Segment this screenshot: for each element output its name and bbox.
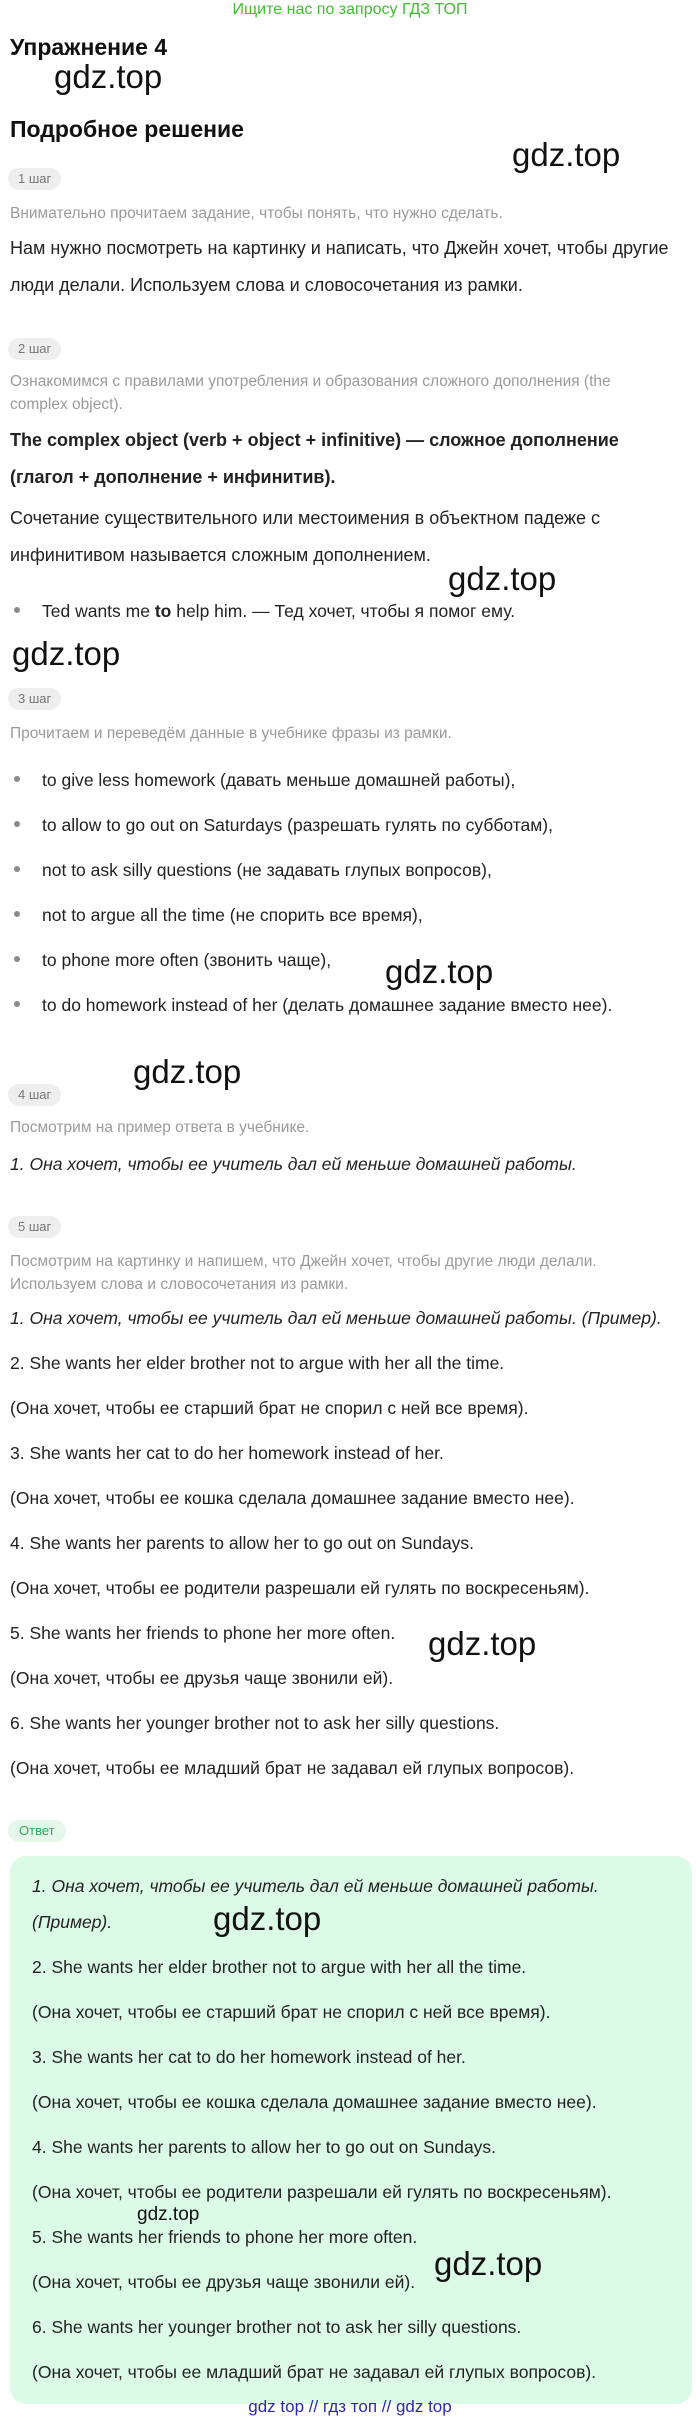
solution-line: 6. She wants her younger brother not to ask her silly questions. xyxy=(10,1713,500,1733)
watermark: gdz.top xyxy=(512,136,621,173)
bullet-icon xyxy=(14,607,20,613)
solution-line: 5. She wants her friends to phone her more often. xyxy=(10,1623,396,1643)
watermark: gdz.top xyxy=(12,635,121,672)
answer-line: 5. She wants her friends to phone her more often. xyxy=(32,2227,418,2247)
answer-line: (Пример). xyxy=(32,1912,113,1932)
list-item-text: not to ask silly questions (не задавать глупых вопросов), xyxy=(42,860,492,880)
watermark: gdz.top xyxy=(133,1053,242,1090)
step-5-badge: 5 шаг xyxy=(8,1216,61,1238)
answer-line: 2. She wants her elder brother not to argue with her all the time. xyxy=(32,1957,527,1977)
step-1-note: Внимательно прочитаем задание, чтобы понять, что нужно сделать. xyxy=(10,205,503,222)
answer-line: 3. She wants her cat to do her homework instead of her. xyxy=(32,2047,466,2067)
answer-line: (Она хочет, чтобы ее родители разрешали ей гулять по воскресеньям). xyxy=(32,2182,612,2202)
solution-line: 2. She wants her elder brother not to argue with her all the time. xyxy=(10,1353,505,1373)
step-3-badge: 3 шаг xyxy=(8,688,61,710)
solution-line: (Она хочет, чтобы ее родители разрешали ей гулять по воскресеньям). xyxy=(10,1578,590,1598)
step-2-note: Ознакомимся с правилами употребления и образования сложного дополнения (the complex object). xyxy=(10,373,611,413)
footer-links[interactable]: gdz top // гдз топ // gdz top xyxy=(248,2397,452,2416)
top-banner-text[interactable]: Ищите нас по запросу ГДЗ ТОП xyxy=(232,1,468,18)
answer-line: 6. She wants her younger brother not to ask her silly questions. xyxy=(32,2317,522,2337)
list-item xyxy=(14,903,423,927)
answer-line: 4. She wants her parents to allow her to go out on Sundays. xyxy=(32,2137,497,2157)
bullet-icon xyxy=(14,911,20,917)
list-item xyxy=(14,813,553,837)
list-item-text: to phone more often (звонить чаще), xyxy=(42,950,332,970)
bullet-icon xyxy=(14,776,20,782)
solution-line: 3. She wants her cat to do her homework instead of her. xyxy=(10,1443,444,1463)
bullet-icon xyxy=(14,1001,20,1007)
answer-line: (Она хочет, чтобы ее старший брат не спорил с ней все время). xyxy=(32,2002,551,2022)
section-title: Подробное решение xyxy=(10,116,244,142)
answer-line: (Она хочет, чтобы ее младший брат не задавал ей глупых вопросов). xyxy=(32,2362,597,2382)
watermark: gdz.top xyxy=(448,560,557,597)
step-1-text: Нам нужно посмотреть на картинку и написать, что Джейн хочет, чтобы другие люди делали. Используем слова и словосочетания из рамки. xyxy=(10,238,669,295)
step-4-example: 1. Она хочет, чтобы ее учитель дал ей меньше домашней работы. xyxy=(10,1154,577,1174)
solution-line: 1. Она хочет, чтобы ее учитель дал ей меньше домашней работы. (Пример). xyxy=(10,1308,662,1328)
step-4-badge: 4 шаг xyxy=(8,1084,61,1106)
answer-badge: Ответ xyxy=(8,1820,66,1842)
example-pre: Ted wants me xyxy=(42,601,155,621)
list-item xyxy=(14,858,492,882)
bullet-icon xyxy=(14,821,20,827)
watermark: gdz.top xyxy=(213,1900,322,1937)
step-5-note: Посмотрим на картинку и напишем, что Джейн хочет, чтобы другие люди делали. Используем слова и словосочетания из рамки. xyxy=(10,1253,597,1293)
step-2-example xyxy=(14,599,515,623)
watermark: gdz.top xyxy=(54,58,163,95)
bullet-icon xyxy=(14,866,20,872)
watermark: gdz.top xyxy=(434,2245,543,2282)
list-item-text: to allow to go out on Saturdays (разрешать гулять по субботам), xyxy=(42,815,553,835)
step-2-rule: The complex object (verb + object + infinitive) — сложное дополнение (глагол + дополнение + инфинитив). xyxy=(10,430,619,487)
list-item xyxy=(14,993,612,1017)
solution-line: (Она хочет, чтобы ее младший брат не задавал ей глупых вопросов). xyxy=(10,1758,575,1778)
step-3-note: Прочитаем и переведём данные в учебнике фразы из рамки. xyxy=(10,725,452,742)
step-2-badge: 2 шаг xyxy=(8,338,61,360)
step-2-text: Сочетание существительного или местоимения в объектном падеже с инфинитивом называется сложным дополнением. xyxy=(10,508,600,565)
list-item xyxy=(14,948,331,972)
top-banner[interactable] xyxy=(0,0,700,22)
answer-line: 1. Она хочет, чтобы ее учитель дал ей меньше домашней работы. xyxy=(32,1876,599,1896)
solution-line: (Она хочет, чтобы ее старший брат не спорил с ней все время). xyxy=(10,1398,529,1418)
list-item-text: to do homework instead of her (делать домашнее задание вместо нее). xyxy=(42,995,613,1015)
answer-line: (Она хочет, чтобы ее друзья чаще звонили ей). xyxy=(32,2272,416,2292)
list-item xyxy=(14,768,515,792)
page-title: Упражнение 4 xyxy=(10,34,168,60)
example-post: help him. — Тед хочет, чтобы я помог ему. xyxy=(171,601,516,621)
solution-line: 4. She wants her parents to allow her to go out on Sundays. xyxy=(10,1533,475,1553)
step-4-note: Посмотрим на пример ответа в учебнике. xyxy=(10,1119,310,1136)
watermark: gdz.top xyxy=(137,2204,200,2225)
watermark: gdz.top xyxy=(428,1625,537,1662)
bullet-icon xyxy=(14,956,20,962)
list-item-text: not to argue all the time (не спорить все время), xyxy=(42,905,423,925)
list-item-text: to give less homework (давать меньше домашней работы), xyxy=(42,770,516,790)
solution-line: (Она хочет, чтобы ее друзья чаще звонили ей). xyxy=(10,1668,394,1688)
watermark: gdz.top xyxy=(385,953,494,990)
solution-line: (Она хочет, чтобы ее кошка сделала домашнее задание вместо нее). xyxy=(10,1488,575,1508)
example-bold: to xyxy=(154,601,172,621)
step-1-badge: 1 шаг xyxy=(8,168,61,190)
answer-line: (Она хочет, чтобы ее кошка сделала домашнее задание вместо нее). xyxy=(32,2092,597,2112)
